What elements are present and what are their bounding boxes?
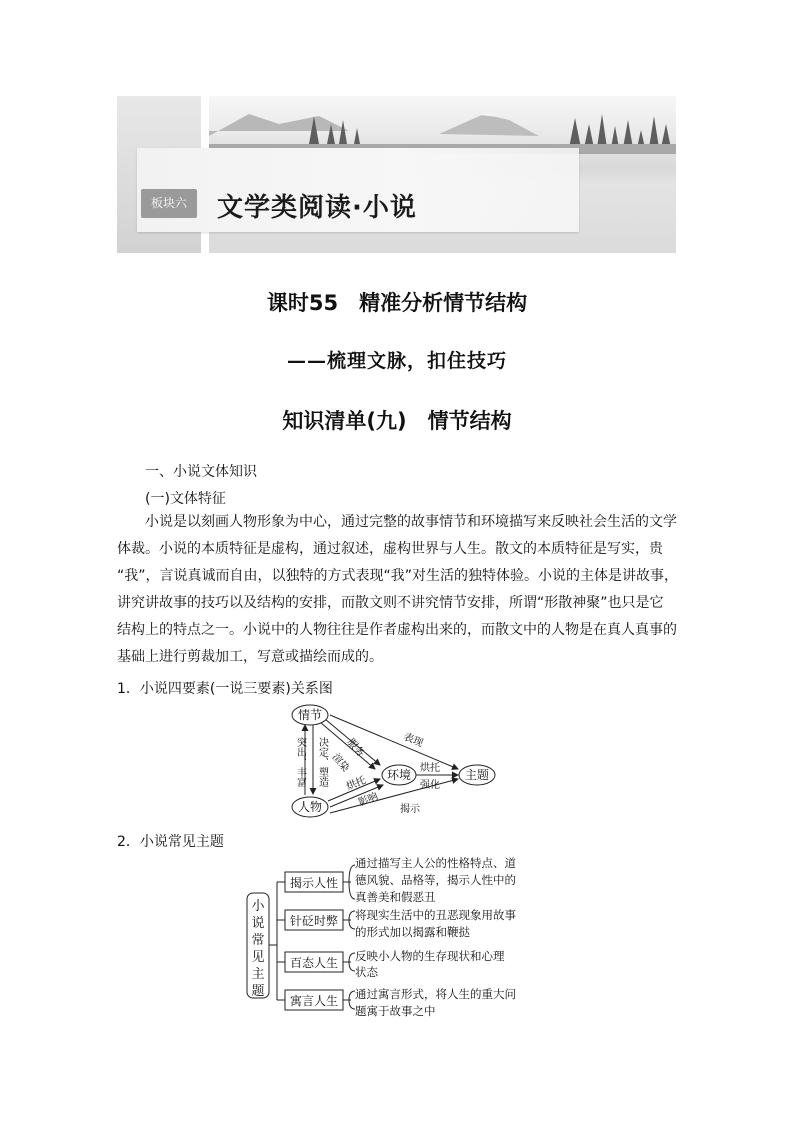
branch-desc-line: 状态	[355, 965, 378, 979]
branch-desc-line: 通过寓言形式，将人生的重大问	[355, 987, 516, 1001]
paragraph-line: 基础上进行剪裁加工，写意或描绘而成的。	[117, 649, 383, 665]
paragraph-line: “我”，言说真诚而自由，以独特的方式表现“我”对生活的独特体验。小说的主体是讲故事，	[117, 568, 679, 584]
section-banner	[117, 96, 676, 253]
node-theme-label: 主题	[464, 768, 490, 782]
label-qianghua: 强化	[420, 780, 440, 791]
branch-desc-line: 的形式加以揭露和鞭挞	[355, 925, 470, 939]
branch-desc-line: 将现实生活中的丑恶现象用故事	[355, 908, 516, 922]
branch-label-criticism: 针砭时弊	[289, 914, 339, 928]
svg-text:见: 见	[251, 950, 265, 965]
banner-title: 文学类阅读·小说	[217, 193, 417, 223]
label-hongtuo: 烘托	[420, 763, 440, 774]
paragraph-line: 结构上的特点之一。小说中的人物往往是作者虚构出来的，而散文中的人物是在真人真事的	[117, 622, 677, 638]
branch-desc-line: 反映小人物的生存现状和心理	[355, 949, 505, 963]
branch-desc-line: 真善美和假恶丑	[355, 890, 436, 904]
label-biaoxian: 表现	[401, 731, 425, 750]
label-jieshi: 揭示	[400, 804, 420, 815]
label-xuanran: 渲染	[329, 751, 351, 775]
lesson-title: 课时55 精准分析情节结构	[266, 291, 528, 315]
svg-text:小: 小	[251, 899, 265, 914]
svg-text:说: 说	[251, 916, 265, 931]
node-person-label: 人物	[297, 800, 323, 814]
branch-label-fable: 寓言人生	[289, 994, 339, 1008]
section-badge: 板块六	[141, 189, 197, 218]
branch-label-life: 百态人生	[289, 956, 339, 970]
section-title: 知识清单(九) 情节结构	[282, 409, 512, 433]
svg-text:题: 题	[251, 984, 265, 999]
paragraph-line: 讲究讲故事的技巧以及结构的安排，而散文则不讲究情节安排，所谓“形散神聚”也只是它	[117, 595, 664, 611]
elements-relationship-diagram	[280, 697, 510, 825]
label-tuchu: 突出、丰富	[294, 737, 306, 787]
paragraph-line: 体裁。小说的本质特征是虚构，通过叙述，虚构世界与人生。散文的本质特征是写实，贵	[117, 541, 663, 557]
lesson-subtitle: ——梳理文脉，扣住技巧	[286, 350, 507, 372]
label-fuwu: 服务	[344, 736, 366, 760]
branch-label-humanity: 揭示人性	[289, 876, 339, 890]
branch-desc-line: 通过描写主人公的性格特点、道	[355, 856, 516, 870]
label-hongtuo-2: 烘托	[345, 775, 368, 793]
features-paragraph	[117, 509, 677, 671]
node-plot-label: 情节	[297, 708, 323, 722]
heading-novel-knowledge: 一、小说文体知识	[145, 464, 257, 480]
paragraph-line: 小说是以刻画人物形象为中心，通过完整的故事情节和环境描写来反映社会生活的文学	[117, 514, 677, 530]
item2-heading: 2．小说常见主题	[117, 834, 224, 850]
item1-heading: 1．小说四要素(一说三要素)关系图	[117, 681, 333, 697]
svg-text:主: 主	[251, 967, 265, 982]
branch-desc-line: 德风貌、品格等，揭示人性中的	[355, 873, 516, 887]
branch-desc-line: 题寓于故事之中	[355, 1004, 436, 1018]
node-env-label: 环境	[386, 768, 412, 782]
heading-features: (一)文体特征	[145, 491, 226, 507]
common-themes-diagram	[243, 853, 563, 1023]
svg-text:常: 常	[251, 933, 265, 948]
label-jueding: 决定、塑造	[316, 737, 328, 787]
label-yingxiang: 影响	[357, 791, 380, 809]
